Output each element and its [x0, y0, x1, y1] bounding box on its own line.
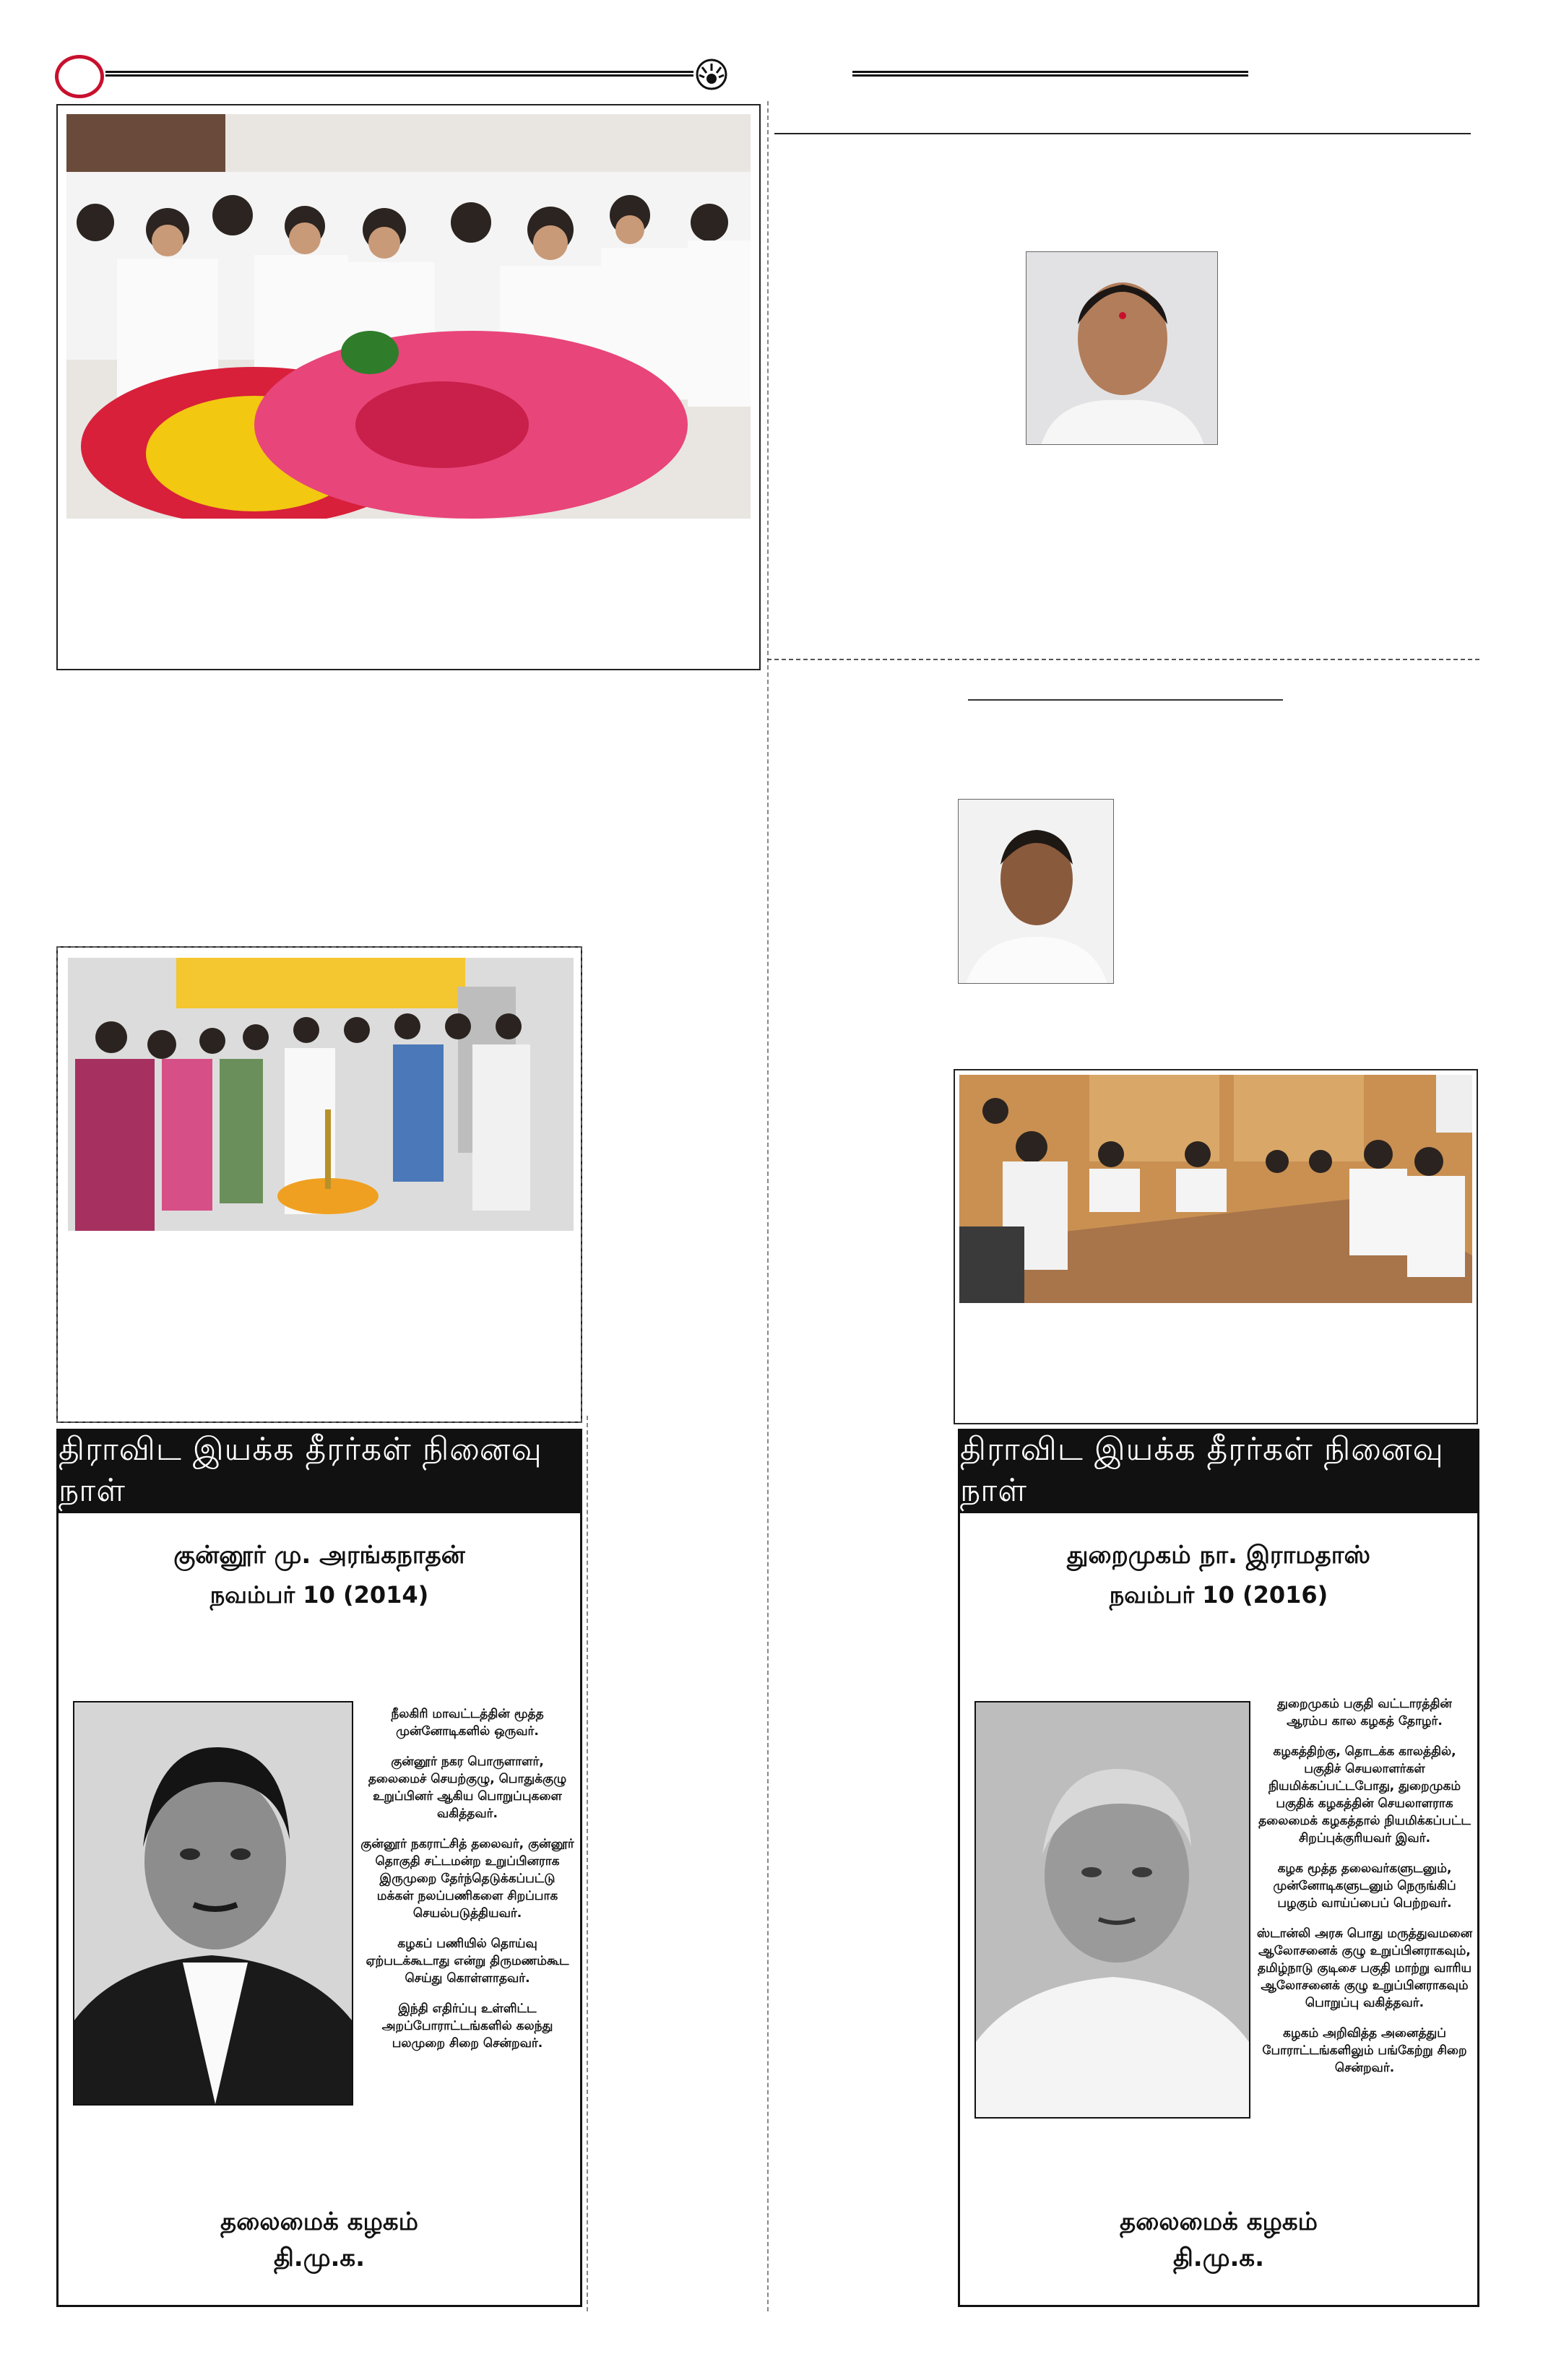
bio-paragraph: கழகத்திற்கு, தொடக்க காலத்தில், பகுதிச் செயலாளர்கள் நியமிக்கப்பட்டபோது, துறைமுகம் பகுதிக் கழகத்தின் செயலாளராக தலைமைக் கழகத்தால் நியமிக்கப்பட்ட சிறப்புக்குரியவர் இவர்.	[1258, 1744, 1471, 1845]
memorial-banner-right: திராவிட இயக்க தீரர்கள் நினைவு நாள்	[960, 1431, 1477, 1513]
bio-paragraph: குன்னூர் நகர பொருளாளர், தலைமைச் செயற்குழு, பொதுக்குழு உறுப்பினர் ஆகிய பொறுப்புகளை வகித்தவர்.	[368, 1754, 567, 1821]
bio-paragraph: குன்னூர் நகராட்சித் தலைவர், குன்னூர் தொகுதி சட்டமன்ற உறுப்பினராக இருமுறை தேர்ந்தெடுக்கப்பட்டு மக்கள் நலப்பணிகளை சிறப்பாக செயல்படுத்தியவர்.	[360, 1837, 574, 1921]
memorial-signature-right	[960, 2204, 1477, 2276]
memorial-portrait-right	[974, 1701, 1250, 2119]
signature-line-1: தலைமைக் கழகம்	[1120, 2207, 1318, 2236]
event-photo	[68, 958, 574, 1231]
bio-paragraph: கழகம் அறிவித்த அனைத்துப் போராட்டங்களிலும் பங்கேற்று சிறை சென்றவர்.	[1262, 2026, 1467, 2075]
memorial-name-right: துறைமுகம் நா. இராமதாஸ்	[1066, 1541, 1371, 1570]
memorial-date-right: நவம்பர் 10 (2016)	[1109, 1581, 1328, 1609]
memorial-card-right	[958, 1429, 1479, 2307]
column-divider	[767, 101, 769, 2311]
header-rule	[105, 71, 693, 77]
signature-line-2: தி.மு.க.	[1172, 2243, 1265, 2272]
section-divider-dashed	[767, 659, 1479, 660]
portrait-photo-1	[1026, 251, 1218, 445]
memorial-banner-left: திராவிட இயக்க தீரர்கள் நினைவு நாள்	[59, 1431, 580, 1513]
subhead-rule	[968, 699, 1283, 701]
header-right-rule	[852, 71, 1248, 77]
column-divider-left	[587, 1416, 588, 2311]
article-rule	[774, 133, 1471, 134]
photo-box-tribute	[56, 104, 761, 670]
rising-sun-icon	[695, 58, 728, 91]
bio-paragraph: இந்தி எதிர்ப்பு உள்ளிட்ட அறப்போராட்டங்களில் கலந்து பலமுறை சிறை சென்றவர்.	[381, 2002, 553, 2051]
bio-paragraph: துறைமுகம் பகுதி வட்டாரத்தின் ஆரம்ப கால கழகத் தோழர்.	[1277, 1697, 1452, 1728]
portrait-photo-2	[958, 799, 1114, 984]
memorial-bio-right	[1256, 1695, 1473, 2090]
memorial-card-left	[56, 1429, 582, 2307]
tribute-photo	[66, 114, 751, 519]
bio-paragraph: ஸ்டான்லி அரசு பொது மருத்துவமனை ஆலோசனைக் குழு உறுப்பினராகவும், தமிழ்நாடு குடிசை பகுதி மாற்று வாரிய ஆலோசனைக் குழு உறுப்பினராகவும் பொறுப்பு வகித்தவர்.	[1256, 1926, 1473, 2010]
meeting-photo	[959, 1075, 1472, 1303]
bio-paragraph: நீலகிரி மாவட்டத்தின் மூத்த முன்னோடிகளில் ஒருவர்.	[391, 1707, 544, 1739]
memorial-portrait-left	[73, 1701, 353, 2106]
signature-line-2: தி.மு.க.	[273, 2243, 366, 2272]
bio-paragraph: கழக மூத்த தலைவர்களுடனும், முன்னோடிகளுடனும் நெருங்கிப் பழகும் வாய்ப்பைப் பெற்றவர்.	[1273, 1861, 1456, 1911]
photo-box-meeting	[954, 1069, 1478, 1424]
signature-line-1: தலைமைக் கழகம்	[220, 2207, 418, 2236]
memorial-signature-left	[59, 2204, 580, 2276]
photo-box-event	[56, 946, 582, 1423]
memorial-bio-left	[360, 1705, 574, 2065]
bio-paragraph: கழகப் பணியில் தொய்வு ஏற்படக்கூடாது என்று திருமணம்கூட செய்து கொள்ளாதவர்.	[366, 1937, 569, 1986]
memorial-name-left: குன்னூர் மு. அரங்கநாதன்	[173, 1541, 465, 1570]
memorial-date-left: நவம்பர் 10 (2014)	[209, 1581, 429, 1609]
page-marker-circle	[55, 55, 104, 98]
